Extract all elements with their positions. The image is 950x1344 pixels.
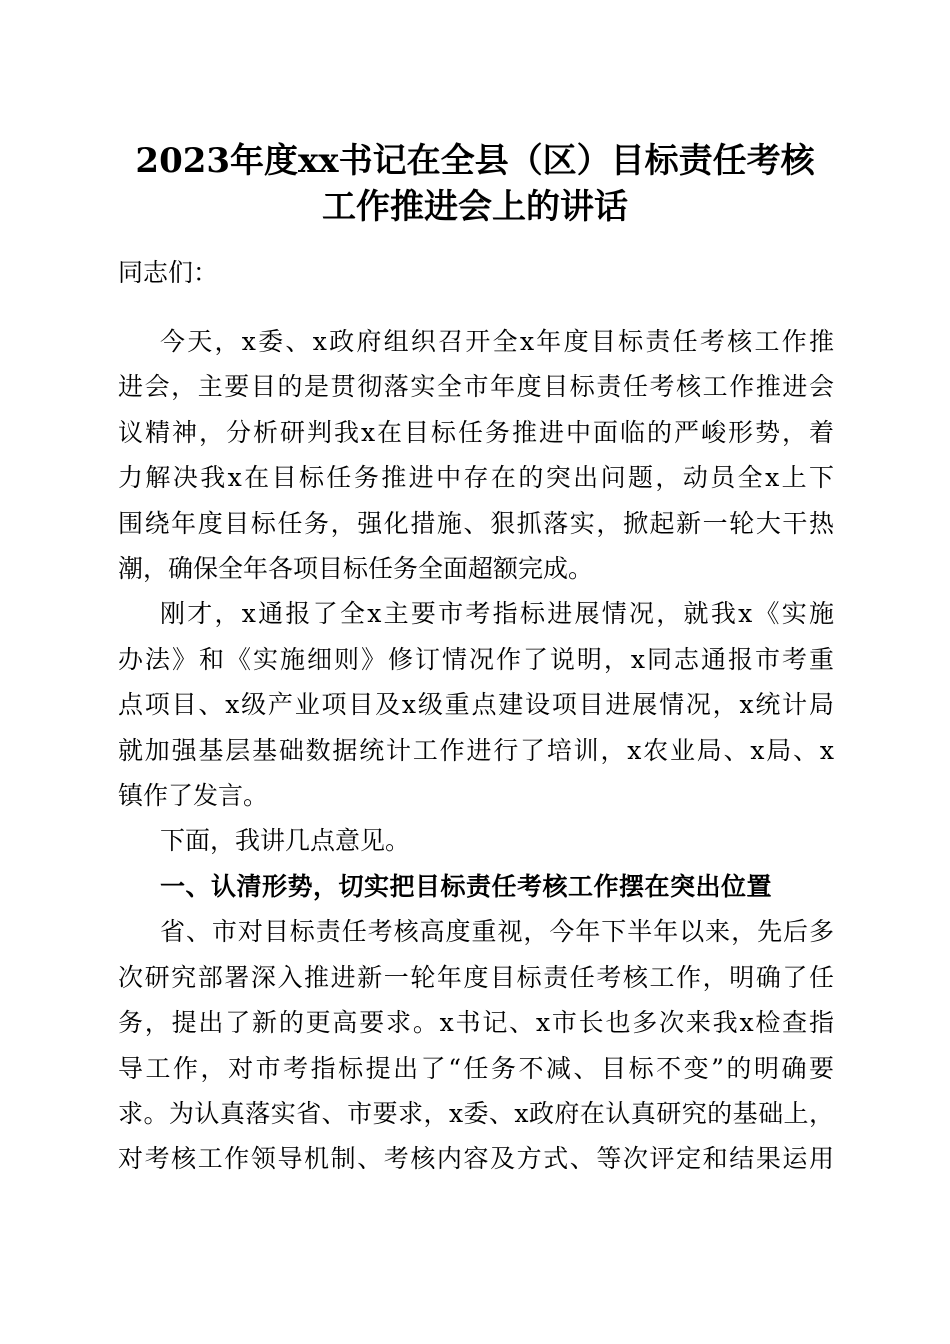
paragraph-line: 求。为认真落实省、市要求，x委、x政府在认真研究的基础上，: [118, 1099, 834, 1128]
paragraph-line: 就加强基层基础数据统计工作进行了培训，x农业局、x局、x: [118, 736, 834, 765]
paragraph-line: 镇作了发言。: [118, 781, 269, 810]
paragraph-line: 力解决我x在目标任务推进中存在的突出问题，动员全x上下: [118, 463, 834, 492]
paragraph-line: 下面，我讲几点意见。: [160, 826, 411, 855]
salutation: 同志们：: [118, 258, 219, 287]
paragraph-line: 点项目、x级产业项目及x级重点建设项目进展情况，x统计局: [118, 690, 834, 719]
paragraph-line: 今天，x委、x政府组织召开全x年度目标责任考核工作推: [160, 327, 834, 356]
paragraph-line: 刚才，x通报了全x主要市考指标进展情况，就我x《实施: [160, 599, 834, 628]
paragraph-line: 省、市对目标责任考核高度重视，今年下半年以来，先后多: [160, 917, 834, 946]
section-heading: 一、认清形势，切实把目标责任考核工作摆在突出位置: [160, 872, 773, 901]
paragraph-line: 导工作，对市考指标提出了“任务不减、目标不变”的明确要: [118, 1054, 834, 1083]
document-title-line-1: 2023年度xx书记在全县（区）目标责任考核: [135, 141, 815, 181]
paragraph-line: 办法》和《实施细则》修订情况作了说明，x同志通报市考重: [118, 645, 834, 674]
paragraph-line: 围绕年度目标任务，强化措施、狠抓落实，掀起新一轮大干热: [118, 509, 834, 538]
paragraph-line: 议精神，分析研判我x在目标任务推进中面临的严峻形势，着: [118, 418, 834, 447]
document-title-line-2: 工作推进会上的讲话: [322, 187, 628, 227]
paragraph-line: 潮，确保全年各项目标任务全面超额完成。: [118, 554, 594, 583]
paragraph-line: 进会，主要目的是贯彻落实全市年度目标责任考核工作推进会: [118, 372, 834, 401]
paragraph-line: 务，提出了新的更高要求。x书记、x市长也多次来我x检查指: [118, 1008, 834, 1037]
paragraph-line: 次研究部署深入推进新一轮年度目标责任考核工作，明确了任: [118, 963, 834, 992]
paragraph-line: 对考核工作领导机制、考核内容及方式、等次评定和结果运用: [118, 1144, 834, 1173]
